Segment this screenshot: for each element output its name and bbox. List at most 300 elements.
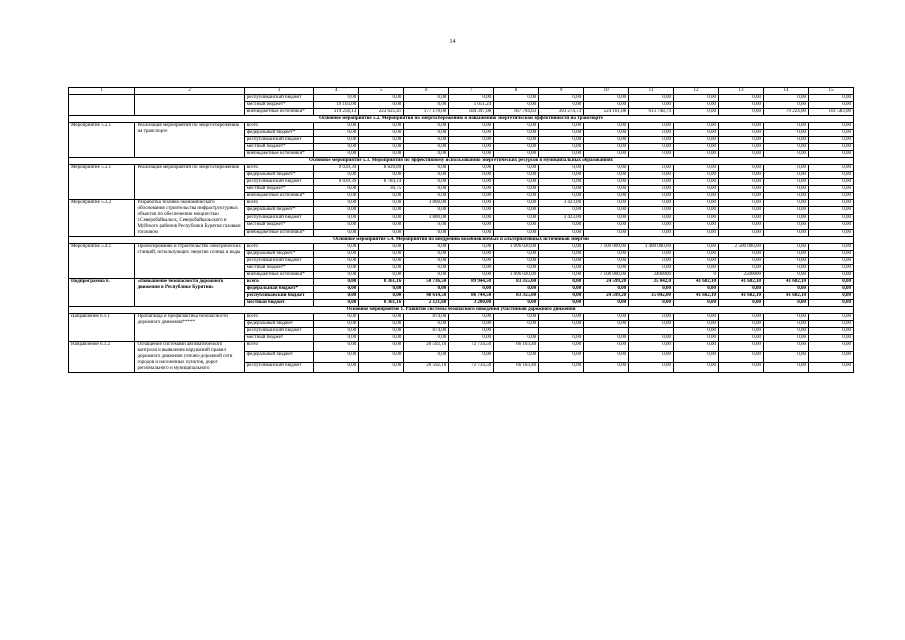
amount-cell: 0,00 [674,300,719,307]
funding-source: федеральный бюджет* [244,207,314,214]
amount-cell: 0,00 [763,102,808,109]
amount-cell: 0,00 [449,265,494,272]
amount-cell: 0,00 [494,144,539,151]
amount-cell: 393 274,73 [539,109,584,116]
amount-cell: 0,00 [359,151,404,158]
amount-cell: 0,00 [674,229,719,236]
amount-cell: 0,00 [808,279,853,286]
amount-cell: 0,00 [314,95,359,102]
amount-cell: 0,00 [719,151,764,158]
amount-cell [539,328,584,335]
amount-cell: 0,00 [763,144,808,151]
amount-cell: 0,00 [539,335,584,342]
amount-cell: 0,00 [539,362,584,372]
amount-cell: 0,00 [359,321,404,328]
amount-cell: 0,00 [449,137,494,144]
amount-cell: 0,00 [494,165,539,172]
amount-cell: 0,00 [359,251,404,258]
amount-cell: 72 734,50 [449,342,494,352]
amount-cell: 0,00 [539,193,584,200]
funding-source: всего [244,244,314,251]
amount-cell: 0,00 [808,102,853,109]
amount-cell: 86 744,50 [449,293,494,300]
amount-cell: 0,00 [494,130,539,137]
amount-cell: 7 100 000,00 [584,244,629,251]
amount-cell: 3 800,00 [404,200,449,207]
amount-cell [494,328,539,335]
funding-source: внебюджетные источники* [244,193,314,200]
amount-cell: 0,00 [584,123,629,130]
amount-cell: 0,00 [314,251,359,258]
amount-cell: 0,00 [674,95,719,102]
amount-cell: 0,00 [763,200,808,207]
table-row [69,95,854,102]
amount-cell: 0,00 [494,251,539,258]
amount-cell: 0,00 [359,229,404,236]
amount-cell: 0,00 [719,286,764,293]
amount-cell: 0,00 [808,352,853,362]
amount-cell: 24 599,20 [584,293,629,300]
amount-cell: 41 682,10 [719,279,764,286]
amount-cell: 0,00 [808,172,853,179]
funding-source: федеральный бюджет* [244,130,314,137]
amount-cell: 8 361,16 [359,300,404,307]
amount-cell: 0,00 [539,130,584,137]
amount-cell: 0,00 [808,165,853,172]
amount-cell: 0,00 [449,335,494,342]
amount-cell: 0,00 [629,214,674,221]
amount-cell: 0,00 [808,179,853,186]
amount-cell: 0,00 [359,200,404,207]
page-number: 14 [449,39,456,45]
amount-cell: 0,00 [674,151,719,158]
amount-cell: 0,00 [584,165,629,172]
amount-cell: 0,00 [359,222,404,229]
funding-source: республиканский бюджет [244,362,314,372]
amount-cell: 0,00 [539,102,584,109]
funding-source: всего [244,123,314,130]
amount-cell: 0,00 [314,172,359,179]
amount-cell: 0,00 [314,265,359,272]
amount-cell: 0,00 [674,179,719,186]
section-row [69,158,854,165]
amount-cell: 0,00 [314,207,359,214]
amount-cell: 0,00 [674,144,719,151]
amount-cell: 0,00 [808,130,853,137]
item-name: Реализация мероприятий по энергосбережению на транспорте [135,123,244,158]
amount-cell: 0,00 [584,207,629,214]
amount-cell: 0,00 [539,137,584,144]
amount-cell: 177 170,00 [404,109,449,116]
amount-cell: 0,00 [404,151,449,158]
amount-cell: 0,00 [314,321,359,328]
amount-cell: 0,00 [539,286,584,293]
amount-cell: 0,00 [584,286,629,293]
amount-cell: 0,00 [359,214,404,221]
amount-cell: 0,00 [449,229,494,236]
column-number: 3 [244,88,314,95]
amount-cell: 0,00 [449,328,494,335]
amount-cell: 0,00 [494,321,539,328]
amount-cell: 1 096 020,00 [494,244,539,251]
amount-cell: 0,00 [584,321,629,328]
amount-cell: 0,00 [449,258,494,265]
column-number: 14 [763,88,808,95]
amount-cell: 89 944,50 [449,279,494,286]
amount-cell: 0,00 [359,272,404,279]
column-number: 11 [629,88,674,95]
column-number: 12 [674,88,719,95]
amount-cell: 8 820,89 [359,165,404,172]
amount-cell: 0,00 [719,95,764,102]
amount-cell: 0,00 [808,207,853,214]
amount-cell: 8 361,16 [359,279,404,286]
amount-cell: 48 614,50 [404,293,449,300]
amount-cell: 0,00 [494,186,539,193]
amount-cell: 0,00 [719,130,764,137]
funding-source: всего [244,165,314,172]
amount-cell: 2 121,60 [404,300,449,307]
amount-cell: 0,00 [359,95,404,102]
amount-cell: 66 163,40 [494,362,539,372]
section-title: Основное мероприятие 5.4. Мероприятия по внедрению возобновляемых и альтернативных источников энергии [69,237,854,244]
amount-cell: 0,00 [539,279,584,286]
amount-cell: 0,00 [674,186,719,193]
amount-cell: 0,00 [808,214,853,221]
amount-cell: 0,00 [629,123,674,130]
amount-cell: 0,00 [763,362,808,372]
amount-cell: 0,00 [494,102,539,109]
amount-cell: 0,00 [763,165,808,172]
amount-cell: 0,00 [674,265,719,272]
amount-cell: 0,00 [719,193,764,200]
amount-cell: 0,00 [539,321,584,328]
amount-cell: 0,00 [674,335,719,342]
amount-cell: 0,00 [404,335,449,342]
amount-cell: 0,00 [449,286,494,293]
amount-cell: 0,00 [719,321,764,328]
amount-cell: 0,00 [449,352,494,362]
amount-cell: 0,00 [314,244,359,251]
amount-cell: 0,00 [763,328,808,335]
section-title: Основное мероприятие 1. Развитие системы безопасного поведения участников дорожного движения [69,307,854,314]
amount-cell: 0,00 [719,123,764,130]
table-row [69,342,854,352]
amount-cell: 0,00 [763,179,808,186]
amount-cell: 0,00 [763,244,808,251]
amount-cell: 0,00 [629,207,674,214]
funding-source: республиканский бюджет [244,328,314,335]
amount-cell: 0,00 [404,251,449,258]
amount-cell: 20 592,10 [404,342,449,352]
amount-cell: 0,00 [539,251,584,258]
amount-cell: 0,00 [808,258,853,265]
amount-cell: 66 163,40 [494,342,539,352]
amount-cell: 0,00 [449,95,494,102]
amount-cell: 3 400 000,00 [629,244,674,251]
amount-cell: 0,00 [584,172,629,179]
amount-cell: 0,00 [629,342,674,352]
funding-source: местный бюджет* [244,102,314,109]
section-title: Основное мероприятие 5.3. Мероприятия по эффективному использованию энергетических ресурсов в муниципальных образованиях [69,158,854,165]
amount-cell: 0,00 [763,229,808,236]
amount-cell: 0,00 [404,207,449,214]
column-number: 15 [808,88,853,95]
amount-cell: 0,00 [719,200,764,207]
amount-cell: 0,00 [539,179,584,186]
amount-cell: 0,00 [314,193,359,200]
amount-cell: 0,00 [359,328,404,335]
amount-cell: 0,00 [808,321,853,328]
amount-cell: 19 103,00 [314,102,359,109]
item-code: Мероприятие 5.2.1 [69,123,135,158]
amount-cell: 0,00 [719,109,764,116]
amount-cell: 0,00 [404,265,449,272]
amount-cell: 79 224,00 [763,109,808,116]
amount-cell: 0,00 [539,95,584,102]
amount-cell: 0,00 [449,172,494,179]
amount-cell: 0,00 [449,144,494,151]
amount-cell: 0,00 [359,207,404,214]
funding-source: всего [244,314,314,321]
amount-cell: 0,00 [359,362,404,372]
amount-cell: 0,00 [719,352,764,362]
amount-cell: 0,00 [539,300,584,307]
amount-cell: 0,00 [359,244,404,251]
amount-cell: 874,00 [404,328,449,335]
amount-cell: 0,00 [808,251,853,258]
amount-cell: 0,00 [314,137,359,144]
amount-cell: 9 039,39 [314,179,359,186]
funding-source: республиканский бюджет [244,293,314,300]
amount-cell: 0,00 [763,258,808,265]
amount-cell [629,328,674,335]
column-number: 9 [539,88,584,95]
amount-cell: 0,00 [584,352,629,362]
amount-cell: 0,00 [719,300,764,307]
funding-source: всего [244,200,314,207]
amount-cell: 0,00 [629,200,674,207]
amount-cell: 41 682,10 [719,293,764,300]
amount-cell: 0,00 [449,321,494,328]
amount-cell: 41 682,10 [763,293,808,300]
funding-source: федеральный бюджет* [244,172,314,179]
amount-cell: 3 423,00 [539,200,584,207]
amount-cell: 0,00 [719,165,764,172]
amount-cell: 0,00 [404,137,449,144]
funding-source: всего [244,342,314,352]
amount-cell: 0,00 [539,229,584,236]
section-row [69,116,854,123]
amount-cell: 0,00 [404,130,449,137]
amount-cell: 0,00 [629,165,674,172]
funding-source: федеральный бюджет* [244,286,314,293]
amount-cell: 0,00 [584,186,629,193]
amount-cell: 3 200,00 [449,300,494,307]
amount-cell: 0,00 [763,251,808,258]
funding-source: федеральный бюджет [244,352,314,362]
amount-cell: 0,00 [808,186,853,193]
amount-cell: 0,00 [494,193,539,200]
amount-cell: 0,00 [763,300,808,307]
amount-cell: 0,00 [763,342,808,352]
amount-cell: 0,00 [629,130,674,137]
amount-cell: 0,00 [449,186,494,193]
amount-cell: 0,00 [674,244,719,251]
amount-cell: 0,00 [494,314,539,321]
amount-cell: 0,00 [719,314,764,321]
amount-cell: 0,00 [404,123,449,130]
amount-cell: 0,00 [629,222,674,229]
amount-cell: 0,00 [719,179,764,186]
amount-cell: 0,00 [359,123,404,130]
amount-cell: 223 625,41 [359,109,404,116]
amount-cell: 0,00 [629,172,674,179]
amount-cell: 0,00 [359,342,404,352]
amount-cell: 0,00 [314,186,359,193]
amount-cell: 0,00 [314,342,359,352]
amount-cell: 0,00 [674,258,719,265]
amount-cell: 0,00 [674,200,719,207]
amount-cell: 0,00 [314,272,359,279]
amount-cell: 0,00 [674,207,719,214]
amount-cell: 0,00 [629,300,674,307]
amount-cell: 0,00 [763,352,808,362]
amount-cell: 0,00 [719,328,764,335]
amount-cell: 0,00 [584,300,629,307]
amount-cell: 0,00 [539,172,584,179]
amount-cell: 0,00 [674,251,719,258]
amount-cell: 2 500 000,00 [719,244,764,251]
amount-cell: 0,00 [719,229,764,236]
amount-cell: 184 397,08 [449,109,494,116]
item-code: Мероприятие 5.4.1 [69,244,135,279]
funding-source: республиканский бюджет [244,258,314,265]
amount-cell: 0,00 [674,362,719,372]
funding-source: местный бюджет* [244,222,314,229]
amount-cell: 0,00 [359,265,404,272]
amount-cell: 0,00 [449,251,494,258]
amount-cell: 0,00 [629,229,674,236]
amount-cell: 0,00 [629,95,674,102]
amount-cell: 0,00 [629,362,674,372]
amount-cell: 0,00 [719,137,764,144]
amount-cell: 0,00 [584,214,629,221]
amount-cell: 0,00 [719,362,764,372]
amount-cell: 0,00 [808,137,853,144]
item-name: Реализация мероприятий по энергосбережению [135,165,244,200]
amount-cell: 319 256,13 [314,109,359,116]
amount-cell: 1 096 020,00 [494,272,539,279]
amount-cell: 0,00 [629,186,674,193]
amount-cell: 0,00 [449,207,494,214]
amount-cell: 0,00 [674,314,719,321]
amount-cell: 0,00 [808,335,853,342]
amount-cell: 0,00 [629,251,674,258]
amount-cell: 0,00 [763,95,808,102]
amount-cell: 0,00 [674,102,719,109]
section-row [69,307,854,314]
amount-cell: 0,00 [494,352,539,362]
item-code: Мероприятие 5.3.2 [69,200,135,237]
amount-cell: 0,00 [449,244,494,251]
amount-cell: 0,00 [494,179,539,186]
table-row [69,244,854,251]
amount-cell: 2500000 [719,272,764,279]
amount-cell: 0,00 [494,286,539,293]
amount-cell: 24 599,20 [584,279,629,286]
amount-cell: 0,00 [494,229,539,236]
amount-cell: 0,00 [314,279,359,286]
funding-source: внебюджетные источники* [244,109,314,116]
amount-cell: 0,00 [359,193,404,200]
amount-cell: 0,00 [763,314,808,321]
amount-cell: 0,00 [808,272,853,279]
amount-cell: 0,00 [763,321,808,328]
amount-cell: 0,00 [719,172,764,179]
amount-cell: 0,00 [584,151,629,158]
amount-cell: 0,00 [404,165,449,172]
amount-cell: 0,00 [494,214,539,221]
amount-cell: 35 042,0 [629,279,674,286]
amount-cell: 0,00 [674,222,719,229]
item-name: Пропаганда и профилактика безопасности дорожного движения***** [135,314,244,342]
amount-cell: 0,00 [763,272,808,279]
column-number: 13 [719,88,764,95]
amount-cell: 0,00 [404,229,449,236]
item-code [69,95,135,116]
column-number: 7 [449,88,494,95]
amount-cell: 0,00 [719,342,764,352]
amount-cell: 0,00 [359,314,404,321]
amount-cell: 0,00 [674,214,719,221]
item-code: Направление 6.1.2 [69,342,135,373]
amount-cell: 0,00 [584,251,629,258]
amount-cell: 0,00 [584,193,629,200]
amount-cell: 187 794,63 [494,109,539,116]
item-name: Проектирование и строительство электрических станций, использующих энергию солнца и воды [135,244,244,279]
amount-cell: 3 800,00 [404,214,449,221]
amount-cell: 0,00 [629,102,674,109]
amount-cell: 524 161,08 [584,109,629,116]
amount-cell: 0,00 [314,130,359,137]
amount-cell: 0,00 [539,151,584,158]
amount-cell: 0,00 [404,286,449,293]
amount-cell: 0,00 [808,265,853,272]
amount-cell: 0,00 [674,165,719,172]
amount-cell: 0,00 [539,244,584,251]
amount-cell: 0,00 [808,300,853,307]
amount-cell: 0,00 [494,207,539,214]
amount-cell: 0,00 [584,200,629,207]
amount-cell: 0,00 [808,193,853,200]
amount-cell: 0,00 [404,186,449,193]
budget-table [68,87,854,373]
amount-cell: 0,00 [314,352,359,362]
amount-cell: 0,00 [584,222,629,229]
amount-cell: 83 355,00 [494,279,539,286]
amount-cell: 0,00 [539,222,584,229]
amount-cell: 0,00 [404,179,449,186]
amount-cell: 0,00 [539,352,584,362]
amount-cell: 0,00 [719,222,764,229]
column-number: 1 [69,88,135,95]
amount-cell: 0,00 [314,258,359,265]
amount-cell: 0,00 [763,130,808,137]
amount-cell: 0,00 [314,335,359,342]
item-code: Направление 6.1.1 [69,314,135,342]
amount-cell: 35 042,00 [629,293,674,300]
